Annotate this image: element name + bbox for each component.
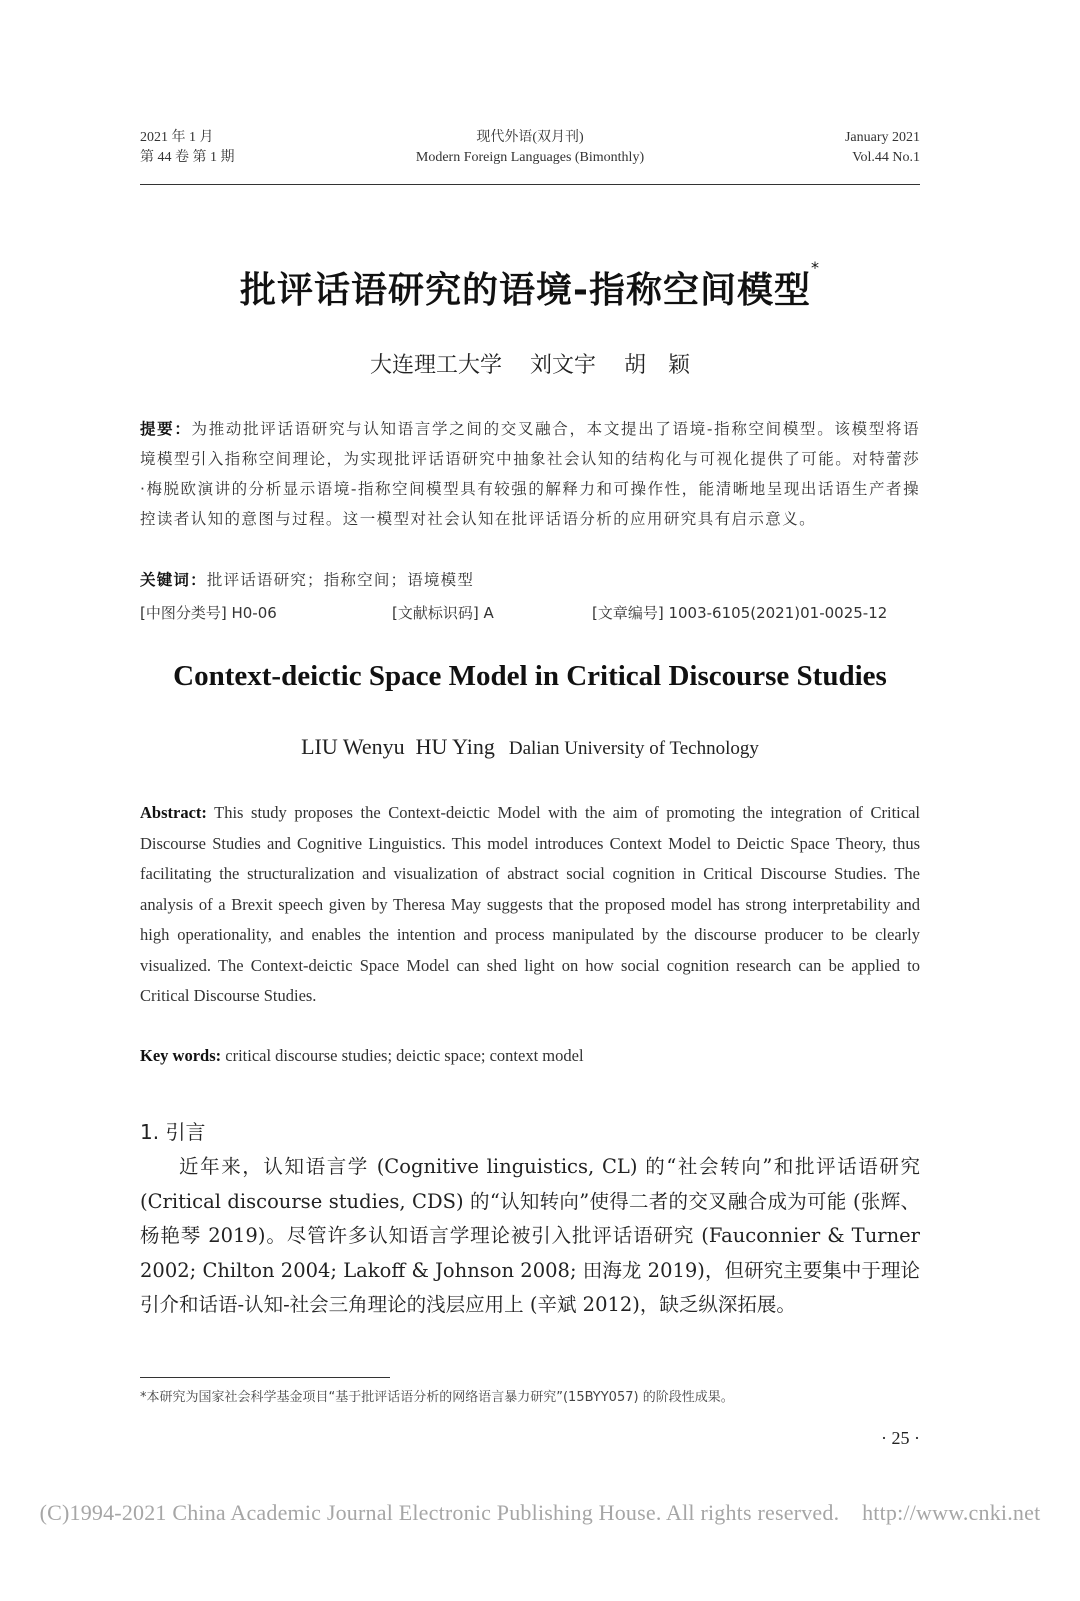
journal-name-en: Modern Foreign Languages (Bimonthly) <box>415 150 645 165</box>
copyright-watermark: (C)1994-2021 China Academic Journal Electronic Publishing House. All rights reserved. http://www.cnki.net <box>39 1500 1041 1525</box>
authors-en <box>140 734 920 760</box>
footnote-divider <box>140 1377 390 1378</box>
header-volume-en: Vol.44 No.1 <box>852 150 920 165</box>
intro-paragraph: 近年来，认知语言学 (Cognitive linguistics, CL) 的“社会转向”和批评话语研究 (Critical discourse studies, CDS) 的“认知转向”使得二者的交叉融合成为可能 (张辉、杨艳琴 2019)。尽管许多认知语言学理论被引入批评话语研究 (Fauconnier & Turner 2002; Chilton 2004; Lakoff & Johnson 2008; 田海龙 2019)，但研究主要集中于理论引介和话语-认知-社会三角理论的浅层应用上 (辛斌 2012)，缺乏纵深拓展。 <box>140 1155 920 1316</box>
abstract-cn <box>140 414 920 534</box>
authors-cn <box>140 348 920 379</box>
header-date-cn: 2021 年 1 月 <box>140 130 214 145</box>
header-volume-cn: 第 44 卷 第 1 期 <box>140 150 235 165</box>
keywords-cn-text: 批评话语研究；指称空间；语境模型 <box>206 571 475 589</box>
abstract-cn-label: 提要： <box>140 420 192 438</box>
header-center <box>140 128 920 168</box>
keywords-cn-label: 关键词： <box>140 571 207 589</box>
author-names-en: LIU Wenyu HU Ying <box>301 734 495 759</box>
author-cn-2: 胡 颖 <box>624 353 691 378</box>
abstract-cn-text: 为推动批评话语研究与认知语言学之间的交叉融合，本文提出了语境-指称空间模型。该模型将语境模型引入指称空间理论，为实现批评话语研究中抽象社会认知的结构化与可视化提供了可能。对特蕾莎·梅脱欧演讲的分析显示语境-指称空间模型具有较强的解释力和可操作性，能清晰地呈现出话语生产者操控读者认知的意图与过程。这一模型对社会认知在批评话语分析的应用研究具有启示意义。 <box>140 420 921 528</box>
abstract-en-label: Abstract: <box>140 803 207 822</box>
affiliation-cn: 大连理工大学 <box>369 353 502 378</box>
keywords-en <box>140 1042 920 1070</box>
section-heading: 1. 引言 <box>140 1120 206 1144</box>
paper-title-cn-text: 批评话语研究的语境-指称空间模型 <box>240 270 811 311</box>
classification-row <box>140 598 920 626</box>
journal-name-cn: 现代外语(双月刊) <box>476 130 584 145</box>
footnote: *本研究为国家社会科学基金项目“基于批评话语分析的网络语言暴力研究”(15BYY057) 的阶段性成果。 <box>140 1390 734 1405</box>
keywords-en-text: critical discourse studies; deictic space; context model <box>221 1046 584 1065</box>
header-right <box>845 128 920 168</box>
paper-title-en: Context-deictic Space Model in Critical Discourse Studies <box>173 660 887 692</box>
running-header <box>140 128 920 185</box>
keywords-en-label: Key words: <box>140 1046 222 1065</box>
article-id: [文章编号] 1003-6105(2021)01-0025-12 <box>592 604 888 622</box>
paper-title-cn <box>140 258 920 313</box>
author-cn-1: 刘文宇 <box>529 353 596 378</box>
clc-number: [中图分类号] H0-06 <box>140 604 277 622</box>
abstract-en-text: This study proposes the Context-deictic Model with the aim of promoting the integration of Critical Discourse Studies and Cognitive Linguistics. This model introduces Context Model to Deictic Space Theory, thus facilitating the structuralization and visualization of abstract social cognition in Critical Discourse Studies. The analysis of a Brexit speech given by Theresa May suggests that the proposed model has strong interpretability and high operationality, and enables the intention and process manipulated by the discourse producer to be clearly visualized. The Context-deictic Space Model can shed light on how social cognition research can be applied to Critical Discourse Studies. <box>140 803 920 1005</box>
footnote-marker: * <box>810 258 820 277</box>
header-date-en: January 2021 <box>844 130 920 145</box>
page-number: · 25 · <box>881 1428 920 1448</box>
affiliation-en: Dalian University of Technology <box>508 738 759 759</box>
document-code: [文献标识码] A <box>392 604 494 622</box>
keywords-cn <box>140 566 920 594</box>
abstract-en <box>140 798 920 1012</box>
